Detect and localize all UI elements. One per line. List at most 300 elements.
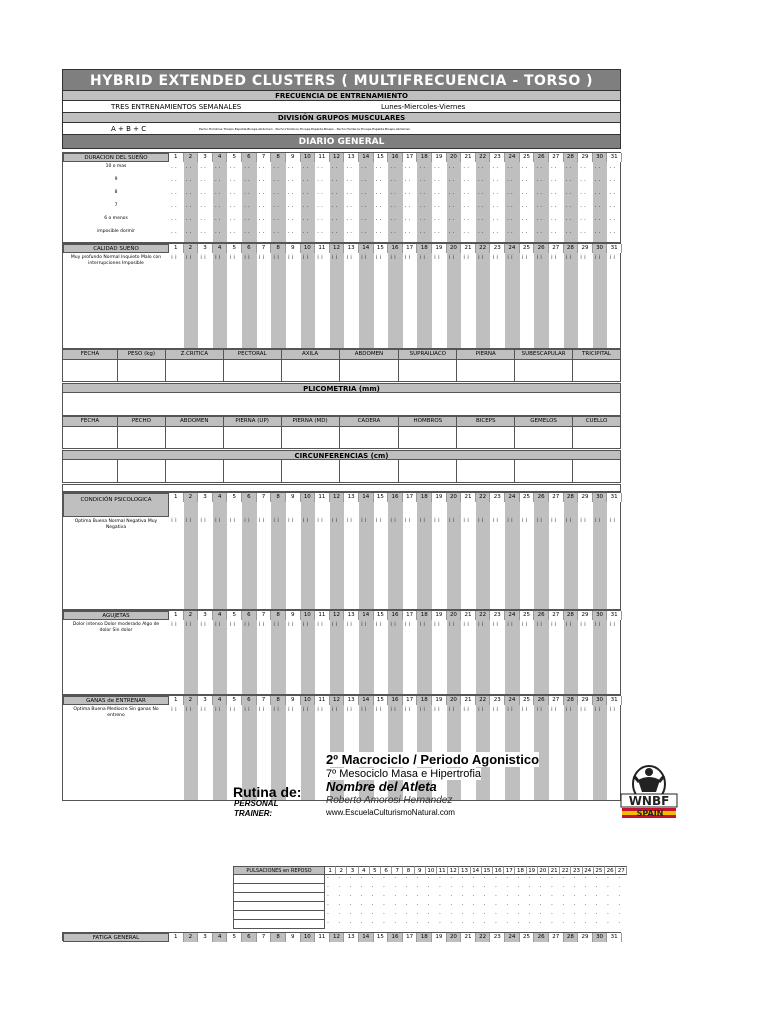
day-entry-mark[interactable]: · · [434,204,440,211]
day-entry-mark[interactable]: ⁞ ⁞ [594,517,601,524]
table-input-cell[interactable] [457,360,515,382]
day-entry-mark[interactable]: ⁞ ⁞ [565,706,572,713]
pulsaciones-entry[interactable]: · [495,893,497,900]
pulsaciones-entry[interactable]: · [517,875,520,882]
pulsaciones-entry[interactable]: · [517,893,520,900]
day-entry-mark[interactable]: · · [302,165,309,172]
pulsaciones-entry[interactable]: · [506,902,509,909]
day-entry-mark[interactable]: ⁞ ⁞ [317,254,323,261]
day-entry-mark[interactable]: · · [419,204,426,211]
pulsaciones-entry[interactable]: · [573,902,576,909]
day-entry-mark[interactable]: ⁞ ⁞ [580,621,586,628]
day-entry-mark[interactable]: · · [244,204,250,211]
day-entry-mark[interactable]: · · [434,191,440,198]
day-entry-mark[interactable]: · · [244,178,250,185]
pulsaciones-entry[interactable]: · [450,875,453,882]
pulsaciones-entry[interactable]: · [360,893,363,900]
day-entry-mark[interactable]: · · [404,191,411,198]
day-entry-mark[interactable]: · · [507,230,513,237]
day-entry-mark[interactable]: ⁞ ⁞ [200,254,206,261]
pulsaciones-entry[interactable]: · [416,875,419,882]
pulsaciones-entry[interactable]: · [595,893,598,900]
pulsaciones-entry[interactable]: · [618,875,621,882]
day-entry-mark[interactable]: ⁞ ⁞ [258,706,265,713]
table-input-cell[interactable] [515,460,573,483]
day-entry-mark[interactable]: · · [360,204,367,211]
pulsaciones-entry[interactable]: · [416,902,419,909]
day-entry-mark[interactable]: · · [244,230,250,237]
day-entry-mark[interactable]: · · [200,204,206,211]
day-entry-mark[interactable]: ⁞ ⁞ [565,254,572,261]
day-entry-mark[interactable]: ⁞ ⁞ [550,254,557,261]
table-input-cell[interactable] [340,427,400,449]
day-entry-mark[interactable]: · · [317,204,323,211]
day-entry-mark[interactable]: ⁞ ⁞ [463,706,469,713]
day-entry-mark[interactable]: · · [229,178,236,185]
day-entry-mark[interactable]: ⁞ ⁞ [521,621,528,628]
pulsaciones-entry[interactable]: · [607,920,609,927]
pulsaciones-entry[interactable]: · [439,902,441,909]
pulsaciones-entry[interactable]: · [461,911,464,918]
day-entry-mark[interactable]: ⁞ ⁞ [390,517,396,524]
day-entry-mark[interactable]: · · [273,191,280,198]
day-entry-mark[interactable]: · · [550,191,557,198]
pulsaciones-entry[interactable]: · [427,884,430,891]
table-input-cell[interactable] [282,360,340,382]
pulsaciones-entry[interactable]: · [349,884,352,891]
pulsaciones-entry[interactable]: · [584,893,587,900]
pulsaciones-entry[interactable]: · [416,884,419,891]
day-entry-mark[interactable]: · · [317,217,323,224]
pulsaciones-entry[interactable]: · [551,884,553,891]
day-entry-mark[interactable]: ⁞ ⁞ [273,254,280,261]
pulsaciones-entry[interactable]: · [394,911,397,918]
day-entry-mark[interactable]: · · [200,217,206,224]
pulsaciones-entry[interactable]: · [595,902,598,909]
day-entry-mark[interactable]: ⁞ ⁞ [331,621,338,628]
pulsaciones-row[interactable] [233,902,325,911]
pulsaciones-entry[interactable]: · [461,920,464,927]
day-entry-mark[interactable]: · · [171,165,177,172]
day-entry-mark[interactable]: · · [360,230,367,237]
day-entry-mark[interactable]: · · [244,165,250,172]
day-entry-mark[interactable]: · · [580,230,586,237]
pulsaciones-entry[interactable]: · [338,920,341,927]
pulsaciones-entry[interactable]: · [618,884,621,891]
day-entry-mark[interactable]: · · [375,165,382,172]
day-entry-mark[interactable]: · · [360,217,367,224]
table-input-cell[interactable] [118,427,166,449]
day-entry-mark[interactable]: ⁞ ⁞ [390,621,396,628]
day-entry-mark[interactable]: · · [200,191,206,198]
pulsaciones-entry[interactable]: · [495,911,497,918]
day-entry-mark[interactable]: ⁞ ⁞ [375,254,382,261]
day-entry-mark[interactable]: · · [390,165,396,172]
pulsaciones-entry[interactable]: · [427,902,430,909]
pulsaciones-entry[interactable]: · [383,920,385,927]
day-entry-mark[interactable]: · · [594,217,601,224]
table-input-cell[interactable] [399,427,457,449]
pulsaciones-entry[interactable]: · [573,893,576,900]
day-entry-mark[interactable]: · · [375,191,382,198]
pulsaciones-entry[interactable]: · [338,911,341,918]
day-entry-mark[interactable]: · · [609,217,616,224]
day-entry-mark[interactable]: · · [507,165,513,172]
pulsaciones-entry[interactable]: · [573,884,576,891]
day-entry-mark[interactable]: ⁞ ⁞ [550,517,557,524]
day-entry-mark[interactable]: ⁞ ⁞ [609,254,616,261]
day-entry-mark[interactable]: ⁞ ⁞ [200,621,206,628]
pulsaciones-entry[interactable]: · [562,893,565,900]
pulsaciones-entry[interactable]: · [562,875,565,882]
day-entry-mark[interactable]: · · [434,178,440,185]
day-entry-mark[interactable]: · · [536,165,543,172]
pulsaciones-entry[interactable]: · [461,893,464,900]
pulsaciones-entry[interactable]: · [584,875,587,882]
day-entry-mark[interactable]: ⁞ ⁞ [521,517,528,524]
day-entry-mark[interactable]: · · [404,204,411,211]
day-entry-mark[interactable]: ⁞ ⁞ [287,254,294,261]
day-entry-mark[interactable]: · · [258,217,265,224]
day-entry-mark[interactable]: · · [448,230,455,237]
day-entry-mark[interactable]: · · [419,217,426,224]
day-entry-mark[interactable]: · · [521,178,528,185]
table-input-cell[interactable] [340,460,400,483]
day-entry-mark[interactable]: ⁞ ⁞ [492,254,499,261]
day-entry-mark[interactable]: · · [360,165,367,172]
day-entry-mark[interactable]: ⁞ ⁞ [287,621,294,628]
day-entry-mark[interactable]: · · [171,178,177,185]
pulsaciones-entry[interactable]: · [427,893,430,900]
pulsaciones-entry[interactable]: · [607,893,609,900]
table-input-cell[interactable] [118,360,166,382]
pulsaciones-entry[interactable]: · [584,884,587,891]
day-entry-mark[interactable]: ⁞ ⁞ [536,706,543,713]
day-entry-mark[interactable]: · · [360,178,367,185]
table-input-cell[interactable] [573,427,621,449]
day-entry-mark[interactable]: · · [609,204,616,211]
pulsaciones-entry[interactable]: · [371,875,374,882]
pulsaciones-entry[interactable]: · [483,884,486,891]
pulsaciones-entry[interactable]: · [472,884,475,891]
pulsaciones-entry[interactable]: · [595,875,598,882]
day-entry-mark[interactable]: ⁞ ⁞ [507,254,513,261]
day-entry-mark[interactable]: ⁞ ⁞ [258,621,265,628]
day-entry-mark[interactable]: ⁞ ⁞ [419,254,426,261]
table-input-cell[interactable] [63,360,118,382]
day-entry-mark[interactable]: · · [448,191,455,198]
day-entry-mark[interactable]: · · [346,230,353,237]
table-input-cell[interactable] [340,360,400,382]
table-input-cell[interactable] [399,460,457,483]
pulsaciones-entry[interactable]: · [483,875,486,882]
pulsaciones-entry[interactable]: · [360,902,363,909]
day-entry-mark[interactable]: ⁞ ⁞ [331,706,338,713]
pulsaciones-entry[interactable]: · [495,875,497,882]
pulsaciones-entry[interactable]: · [483,893,486,900]
day-entry-mark[interactable]: ⁞ ⁞ [565,517,572,524]
pulsaciones-entry[interactable]: · [483,920,486,927]
day-entry-mark[interactable]: · · [507,217,513,224]
day-entry-mark[interactable]: · · [331,204,338,211]
day-entry-mark[interactable]: · · [536,178,543,185]
pulsaciones-entry[interactable]: · [562,911,565,918]
day-entry-mark[interactable]: ⁞ ⁞ [214,706,221,713]
day-entry-mark[interactable]: · · [536,217,543,224]
day-entry-mark[interactable]: · · [492,165,499,172]
pulsaciones-entry[interactable]: · [618,920,621,927]
day-entry-mark[interactable]: · · [244,191,250,198]
day-entry-mark[interactable]: · · [390,191,396,198]
day-entry-mark[interactable]: ⁞ ⁞ [317,706,323,713]
day-entry-mark[interactable]: ⁞ ⁞ [185,621,192,628]
day-entry-mark[interactable]: ⁞ ⁞ [492,621,499,628]
day-entry-mark[interactable]: ⁞ ⁞ [229,621,236,628]
day-entry-mark[interactable]: · · [317,191,323,198]
pulsaciones-entry[interactable]: · [338,893,341,900]
pulsaciones-row[interactable] [233,911,325,920]
day-entry-mark[interactable]: ⁞ ⁞ [550,621,557,628]
pulsaciones-entry[interactable]: · [607,902,609,909]
table-input-cell[interactable] [224,360,282,382]
day-entry-mark[interactable]: · · [419,165,426,172]
pulsaciones-entry[interactable]: · [495,902,497,909]
day-entry-mark[interactable]: · · [214,217,221,224]
day-entry-mark[interactable]: · · [390,217,396,224]
day-entry-mark[interactable]: ⁞ ⁞ [302,706,309,713]
pulsaciones-entry[interactable]: · [517,920,520,927]
pulsaciones-entry[interactable]: · [539,884,542,891]
pulsaciones-entry[interactable]: · [472,875,475,882]
table-input-cell[interactable] [63,427,118,449]
day-entry-mark[interactable]: · · [214,178,221,185]
day-entry-mark[interactable]: ⁞ ⁞ [463,621,469,628]
pulsaciones-entry[interactable]: · [360,911,363,918]
day-entry-mark[interactable]: · · [317,230,323,237]
day-entry-mark[interactable]: · · [346,165,353,172]
pulsaciones-entry[interactable]: · [562,884,565,891]
day-entry-mark[interactable]: ⁞ ⁞ [463,517,469,524]
day-entry-mark[interactable]: ⁞ ⁞ [419,517,426,524]
pulsaciones-entry[interactable]: · [360,920,363,927]
pulsaciones-entry[interactable]: · [506,875,509,882]
athlete-name-field[interactable]: Nombre del Atleta [326,779,437,794]
day-entry-mark[interactable]: · · [375,217,382,224]
day-entry-mark[interactable]: ⁞ ⁞ [609,706,616,713]
day-entry-mark[interactable]: ⁞ ⁞ [565,621,572,628]
pulsaciones-entry[interactable]: · [349,911,352,918]
day-entry-mark[interactable]: ⁞ ⁞ [404,706,411,713]
pulsaciones-entry[interactable]: · [327,920,329,927]
table-input-cell[interactable] [457,460,515,483]
pulsaciones-entry[interactable]: · [483,902,486,909]
day-entry-mark[interactable]: · · [185,217,192,224]
pulsaciones-entry[interactable]: · [371,902,374,909]
day-entry-mark[interactable]: · · [448,165,455,172]
pulsaciones-entry[interactable]: · [506,884,509,891]
day-entry-mark[interactable]: · · [477,204,484,211]
pulsaciones-entry[interactable]: · [427,911,430,918]
table-input-cell[interactable] [166,427,224,449]
day-entry-mark[interactable]: ⁞ ⁞ [477,706,484,713]
pulsaciones-entry[interactable]: · [327,875,329,882]
day-entry-mark[interactable]: · · [580,204,586,211]
pulsaciones-entry[interactable]: · [371,884,374,891]
day-entry-mark[interactable]: ⁞ ⁞ [171,706,177,713]
day-entry-mark[interactable]: · · [477,191,484,198]
day-entry-mark[interactable]: · · [287,217,294,224]
day-entry-mark[interactable]: · · [171,217,177,224]
day-entry-mark[interactable]: · · [331,230,338,237]
day-entry-mark[interactable]: ⁞ ⁞ [360,254,367,261]
day-entry-mark[interactable]: ⁞ ⁞ [507,517,513,524]
pulsaciones-entry[interactable]: · [528,902,531,909]
pulsaciones-entry[interactable]: · [394,902,397,909]
pulsaciones-entry[interactable]: · [405,911,408,918]
day-entry-mark[interactable]: · · [580,165,586,172]
day-entry-mark[interactable]: ⁞ ⁞ [331,254,338,261]
day-entry-mark[interactable]: · · [521,204,528,211]
day-entry-mark[interactable]: · · [492,204,499,211]
day-entry-mark[interactable]: ⁞ ⁞ [258,517,265,524]
day-entry-mark[interactable]: · · [492,178,499,185]
day-entry-mark[interactable]: · · [609,191,616,198]
day-entry-mark[interactable]: · · [550,178,557,185]
day-entry-mark[interactable]: · · [463,204,469,211]
day-entry-mark[interactable]: · · [477,230,484,237]
day-entry-mark[interactable]: · · [390,230,396,237]
pulsaciones-entry[interactable]: · [383,911,385,918]
day-entry-mark[interactable]: · · [404,217,411,224]
day-entry-mark[interactable]: · · [565,191,572,198]
pulsaciones-entry[interactable]: · [472,911,475,918]
day-entry-mark[interactable]: · · [536,230,543,237]
day-entry-mark[interactable]: ⁞ ⁞ [185,254,192,261]
pulsaciones-entry[interactable]: · [573,920,576,927]
day-entry-mark[interactable]: ⁞ ⁞ [244,517,250,524]
pulsaciones-entry[interactable]: · [607,875,609,882]
pulsaciones-row[interactable] [233,893,325,902]
pulsaciones-entry[interactable]: · [607,911,609,918]
day-entry-mark[interactable]: · · [302,230,309,237]
day-entry-mark[interactable]: · · [302,217,309,224]
pulsaciones-entry[interactable]: · [349,920,352,927]
day-entry-mark[interactable]: · · [521,191,528,198]
day-entry-mark[interactable]: · · [258,178,265,185]
pulsaciones-entry[interactable]: · [539,911,542,918]
day-entry-mark[interactable]: ⁞ ⁞ [229,706,236,713]
day-entry-mark[interactable]: ⁞ ⁞ [331,517,338,524]
day-entry-mark[interactable]: ⁞ ⁞ [463,254,469,261]
table-input-cell[interactable] [282,460,340,483]
pulsaciones-entry[interactable]: · [360,884,363,891]
day-entry-mark[interactable]: · · [609,178,616,185]
table-input-cell[interactable] [282,427,340,449]
pulsaciones-entry[interactable]: · [595,920,598,927]
day-entry-mark[interactable]: ⁞ ⁞ [214,254,221,261]
day-entry-mark[interactable]: ⁞ ⁞ [609,517,616,524]
day-entry-mark[interactable]: ⁞ ⁞ [434,621,440,628]
day-entry-mark[interactable]: ⁞ ⁞ [448,706,455,713]
day-entry-mark[interactable]: ⁞ ⁞ [434,517,440,524]
pulsaciones-entry[interactable]: · [472,902,475,909]
day-entry-mark[interactable]: ⁞ ⁞ [404,254,411,261]
day-entry-mark[interactable]: · · [317,165,323,172]
pulsaciones-entry[interactable]: · [551,902,553,909]
day-entry-mark[interactable]: · · [287,191,294,198]
day-entry-mark[interactable]: · · [463,217,469,224]
pulsaciones-entry[interactable]: · [517,884,520,891]
day-entry-mark[interactable]: · · [185,191,192,198]
pulsaciones-entry[interactable]: · [517,911,520,918]
day-entry-mark[interactable]: · · [273,217,280,224]
day-entry-mark[interactable]: ⁞ ⁞ [346,517,353,524]
day-entry-mark[interactable]: ⁞ ⁞ [273,517,280,524]
day-entry-mark[interactable]: · · [594,191,601,198]
pulsaciones-entry[interactable]: · [528,884,531,891]
pulsaciones-entry[interactable]: · [618,911,621,918]
day-entry-mark[interactable]: ⁞ ⁞ [390,254,396,261]
day-entry-mark[interactable]: · · [287,204,294,211]
day-entry-mark[interactable]: · · [258,165,265,172]
pulsaciones-entry[interactable]: · [618,893,621,900]
day-entry-mark[interactable]: · · [550,230,557,237]
day-entry-mark[interactable]: · · [258,204,265,211]
pulsaciones-entry[interactable]: · [394,893,397,900]
day-entry-mark[interactable]: · · [594,178,601,185]
pulsaciones-entry[interactable]: · [595,884,598,891]
day-entry-mark[interactable]: ⁞ ⁞ [375,621,382,628]
pulsaciones-entry[interactable]: · [528,920,531,927]
day-entry-mark[interactable]: · · [229,165,236,172]
day-entry-mark[interactable]: · · [463,178,469,185]
day-entry-mark[interactable]: ⁞ ⁞ [492,517,499,524]
day-entry-mark[interactable]: · · [185,230,192,237]
day-entry-mark[interactable]: · · [185,204,192,211]
day-entry-mark[interactable]: · · [229,217,236,224]
pulsaciones-entry[interactable]: · [584,902,587,909]
day-entry-mark[interactable]: · · [609,230,616,237]
day-entry-mark[interactable]: · · [477,165,484,172]
day-entry-mark[interactable]: · · [550,204,557,211]
pulsaciones-entry[interactable]: · [472,893,475,900]
pulsaciones-row[interactable] [233,884,325,893]
day-entry-mark[interactable]: · · [331,217,338,224]
table-input-cell[interactable] [457,427,515,449]
day-entry-mark[interactable]: ⁞ ⁞ [404,517,411,524]
day-entry-mark[interactable]: ⁞ ⁞ [185,517,192,524]
pulsaciones-entry[interactable]: · [517,902,520,909]
day-entry-mark[interactable]: · · [521,217,528,224]
day-entry-mark[interactable]: ⁞ ⁞ [302,621,309,628]
pulsaciones-entry[interactable]: · [461,875,464,882]
day-entry-mark[interactable]: ⁞ ⁞ [273,706,280,713]
pulsaciones-entry[interactable]: · [439,920,441,927]
pulsaciones-entry[interactable]: · [506,893,509,900]
day-entry-mark[interactable]: · · [565,230,572,237]
day-entry-mark[interactable]: ⁞ ⁞ [492,706,499,713]
pulsaciones-entry[interactable]: · [573,875,576,882]
day-entry-mark[interactable]: · · [404,165,411,172]
pulsaciones-entry[interactable]: · [551,911,553,918]
day-entry-mark[interactable]: ⁞ ⁞ [580,706,586,713]
pulsaciones-entry[interactable]: · [573,911,576,918]
pulsaciones-entry[interactable]: · [394,920,397,927]
pulsaciones-entry[interactable]: · [439,884,441,891]
day-entry-mark[interactable]: · · [273,165,280,172]
pulsaciones-entry[interactable]: · [495,884,497,891]
pulsaciones-entry[interactable]: · [360,875,363,882]
